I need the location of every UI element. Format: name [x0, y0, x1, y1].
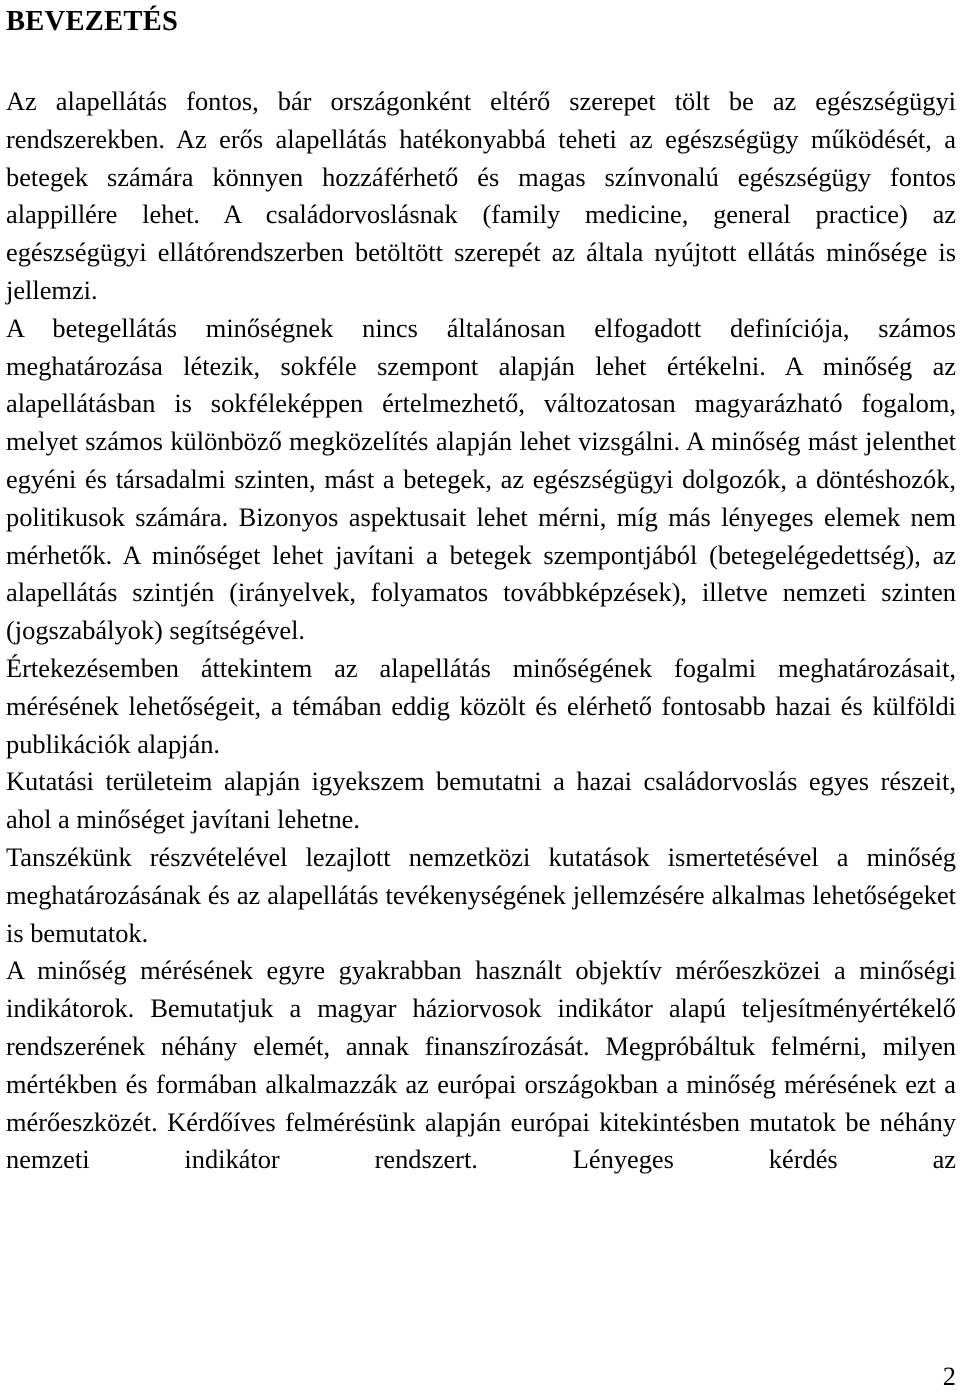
paragraph-dissertation-overview: Értekezésemben áttekintem az alapellátás minőségének fogalmi meghatározásait, mérésének lehetőségeit, a témában eddig közölt és elérhető fontosabb hazai és külföldi publikációk alapján. [6, 652, 956, 759]
paragraph-quality-indicators: A minőség mérésének egyre gyakrabban használt objektív mérőeszközei a minőségi indikátorok. Bemutatjuk a magyar háziorvosok indikátor alapú teljesítményértékelő rendszerének néhány elemét, annak finanszírozását. Megpróbáltuk felmérni, milyen mértékben és formában alkalmazzák az európai országokban a minőség mérésének ezt a mérőeszközét. Kérdőíves felmérésünk alapján európai kitekintésben mutatok be néhány nemzeti indikátor rendszert. Lényeges kérdés az [6, 955, 956, 1175]
paragraph-international-research: Tanszékünk részvételével lezajlott nemzetközi kutatások ismertetésével a minőség meghatározásának és az alapellátás tevékenységének jellemzésére alkalmas lehetőségeket is bemutatok. [6, 841, 956, 948]
paragraph-research-areas: Kutatási területeim alapján igyekszem bemutatni a hazai családorvoslás egyes részeit, ahol a minőséget javítani lehetne. [6, 766, 956, 835]
document-page [6, 0, 956, 1179]
page-number: 2 [942, 1361, 956, 1391]
paragraph-quality-definition: A betegellátás minőségnek nincs általánosan elfogadott definíciója, számos meghatározása létezik, sokféle szempont alapján lehet értékelni. A minőség az alapellátásban is sokféleképpen értelmezhető, változatosan magyarázható fogalom, melyet számos különböző megközelítés alapján lehet vizsgálni. A minőség mást jelenthet egyéni és társadalmi szinten, mást a betegek, az egészségügyi dolgozók, a döntéshozók, politikusok számára. Bizonyos aspektusait lehet mérni, míg más lényeges elemek nem mérhetők. A minőséget lehet javítani a betegek szempontjából (betegelégedettség), az alapellátás szintjén (irányelvek, folyamatos továbbképzések), illetve nemzeti szinten (jogszabályok) segítségével. [6, 312, 956, 646]
paragraph-intro: Az alapellátás fontos, bár országonként eltérő szerepet tölt be az egészségügyi rendszerekben. Az erős alapellátás hatékonyabbá teheti az egészségügy működését, a betegek számára könnyen hozzáférhető és magas színvonalú egészségügy fontos alappillére lehet. A családorvoslásnak (family medicine, general practice) az egészségügyi ellátórendszerben betöltött szerepét az általa nyújtott ellátás minősége is jellemzi. [6, 86, 956, 305]
section-heading: BEVEZETÉS [6, 6, 179, 37]
body-text [6, 83, 956, 1179]
